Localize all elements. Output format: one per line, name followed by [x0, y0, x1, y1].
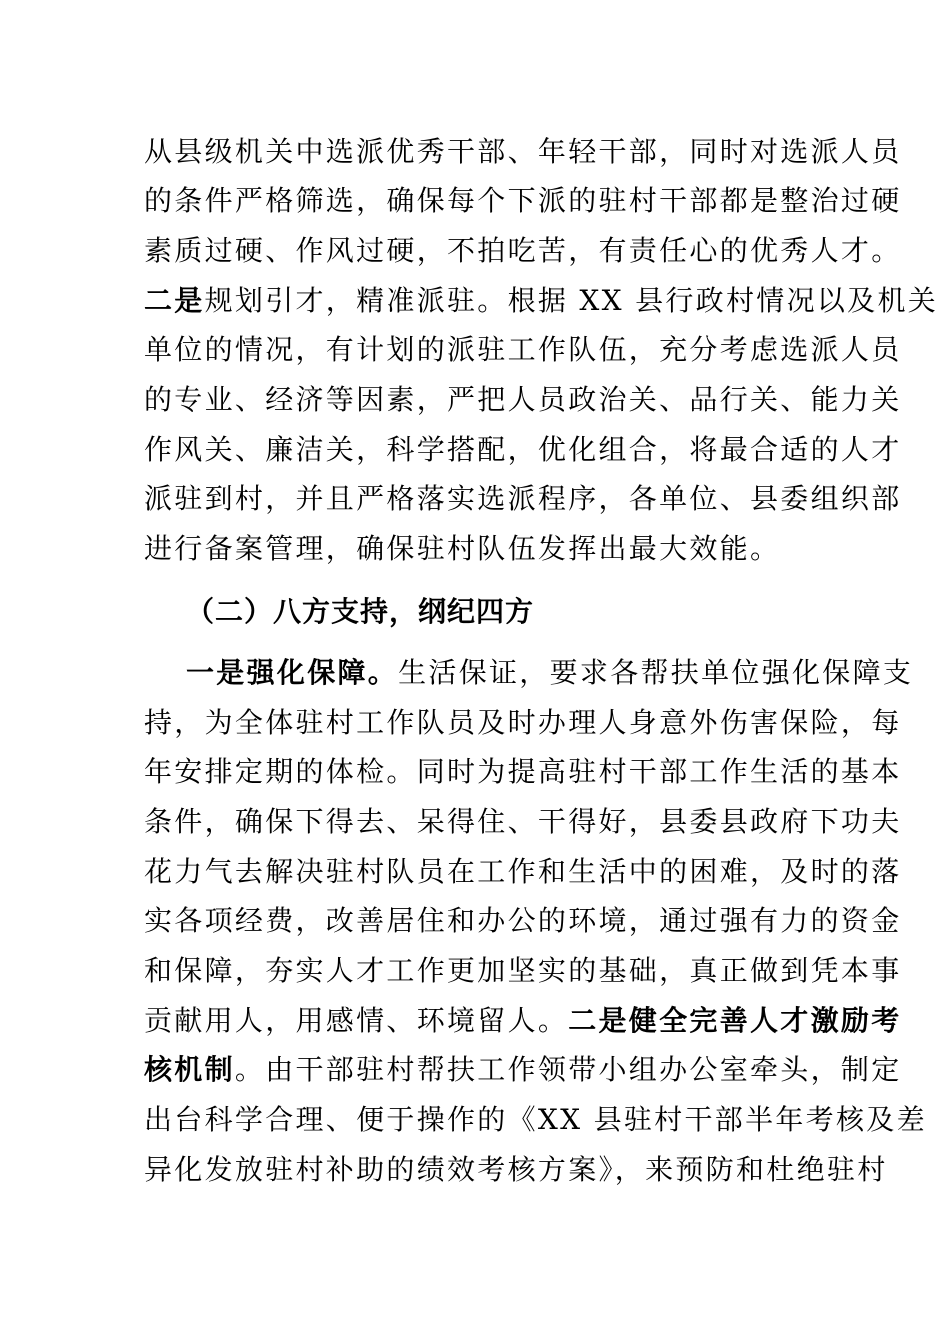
- body-text-line: [144, 947, 902, 995]
- text-segment: 。由干部驻村帮扶工作领带小组办公室牵头，制定: [234, 1053, 902, 1086]
- body-text-line: [144, 326, 902, 374]
- body-text-line: [144, 699, 902, 747]
- text-segment: 花力气去解决驻村队员在工作和生活中的困难，及时的落: [144, 855, 902, 888]
- body-text-line: [186, 649, 914, 697]
- text-segment: 异化发放驻村补助的绩效考核方案》，来预防和杜绝驻村: [144, 1153, 888, 1186]
- text-segment: 年安排定期的体检。同时为提高驻村干部工作生活的基本: [144, 755, 902, 788]
- bold-lead-text: 核机制: [144, 1053, 235, 1086]
- text-segment: 持，为全体驻村工作队员及时办理人身意外伤害保险，每: [144, 706, 902, 739]
- body-text-line: [144, 798, 902, 846]
- body-text-line: [144, 897, 902, 945]
- text-segment: 贡献用人，用感情、环境留人。: [144, 1004, 569, 1037]
- text-segment: 派驻到村，并且严格落实选派程序，各单位、县委组织部: [144, 482, 902, 515]
- text-segment: 单位的情况，有计划的派驻工作队伍，充分考虑选派人员: [144, 333, 902, 366]
- text-segment: 出台科学合理、便于操作的《XX 县驻村干部半年考核及差: [144, 1103, 927, 1136]
- bold-lead-text: 二是健全完善人才激励考: [568, 1004, 902, 1037]
- text-segment: 条件，确保下得去、呆得住、干得好，县委县政府下功夫: [144, 805, 902, 838]
- section-heading: （二）八方支持，纲纪四方: [186, 595, 535, 628]
- body-text-line: [144, 848, 902, 896]
- text-segment: 作风关、廉洁关，科学搭配，优化组合，将最合适的人才: [144, 433, 902, 466]
- body-text-line: [144, 1146, 888, 1194]
- body-text-line: [144, 475, 902, 523]
- body-text-line: [144, 227, 902, 275]
- body-text-line: [144, 177, 902, 225]
- body-text-line: [144, 1096, 927, 1144]
- body-text-line: [144, 997, 902, 1045]
- text-segment: 规划引才，精准派驻。根据 XX 县行政村情况以及机关: [204, 284, 939, 317]
- body-text-line: [144, 376, 902, 424]
- body-text-line: [144, 277, 939, 325]
- body-text-line: [144, 748, 902, 796]
- body-text-line: [144, 1046, 902, 1094]
- text-segment: 进行备案管理，确保驻村队伍发挥出最大效能。: [144, 532, 781, 565]
- text-segment: 从县级机关中选派优秀干部、年轻干部，同时对选派人员: [144, 135, 902, 168]
- body-text-line: [144, 525, 806, 573]
- text-segment: 生活保证，要求各帮扶单位强化保障支: [398, 656, 914, 689]
- text-segment: 的条件严格筛选，确保每个下派的驻村干部都是整治过硬: [144, 184, 902, 217]
- text-segment: 的专业、经济等因素，严把人员政治关、品行关、能力关: [144, 383, 902, 416]
- body-text-line: [144, 128, 902, 176]
- text-segment: 和保障，夯实人才工作更加坚实的基础，真正做到凭本事: [144, 954, 902, 987]
- bold-lead-text: 一是强化保障。: [186, 656, 399, 689]
- body-text-line: [144, 426, 902, 474]
- text-segment: 实各项经费，改善居住和办公的环境，通过强有力的资金: [144, 904, 902, 937]
- bold-lead-text: 二是: [144, 284, 205, 317]
- text-segment: 素质过硬、作风过硬，不拍吃苦，有责任心的优秀人才。: [144, 234, 902, 267]
